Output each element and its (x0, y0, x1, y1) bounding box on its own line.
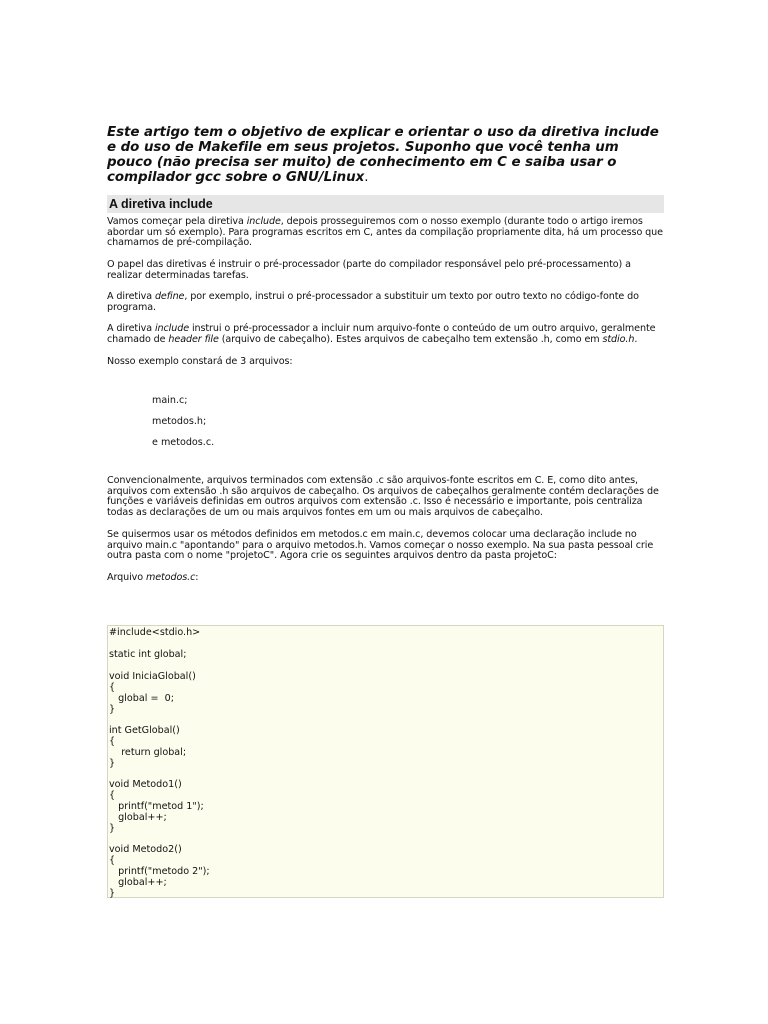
text: , depois prosseguiremos com o nosso exemplo (durante todo o artigo iremos abordar um só exemplo). Para programas escritos em C, antes da compilação propriamente dita, há um processo que chamamos de pré-compilação. (107, 216, 663, 248)
file-list-item: main.c; (152, 395, 188, 406)
code-line: static int global; (109, 649, 187, 660)
code-line: { (109, 855, 116, 866)
emphasis: header file (168, 333, 219, 345)
emphasis: stdio.h (602, 333, 635, 345)
code-line: void Metodo2() (109, 844, 182, 855)
code-line: void IniciaGlobal() (109, 671, 196, 682)
text: A diretiva (107, 323, 155, 334)
text: instrui o pré-processador a incluir num arquivo-fonte o conteúdo de um outro arquivo, geralmente chamado de (107, 323, 656, 345)
paragraph-include-intro (107, 217, 664, 249)
intro-paragraph (107, 125, 664, 185)
code-line: printf("metod 1"); (109, 801, 204, 812)
text: (arquivo de cabeçalho). Estes arquivos de cabeçalho tem extensão .h, como em (218, 333, 603, 345)
code-line: } (109, 704, 116, 715)
code-line: } (109, 823, 116, 834)
code-line: return global; (109, 747, 187, 758)
text: . (634, 333, 638, 345)
code-block (107, 625, 664, 898)
code-line: global = 0; (109, 693, 174, 704)
text: , por exemplo, instrui o pré-processador a substituir um texto por outro texto no código-fonte do programa. (107, 291, 639, 313)
code-line: { (109, 682, 116, 693)
text: Arquivo (107, 572, 146, 583)
code-line: printf("metodo 2"); (109, 866, 210, 877)
intro-tail: . (364, 170, 369, 185)
paragraph-file-caption (107, 573, 664, 584)
code-line: global++; (109, 812, 167, 823)
paragraph-instructions: Se quisermos usar os métodos definidos em metodos.c em main.c, devemos colocar uma declaração include no arquivo main.c "apontando" para o arquivo metodos.h. Vamos começar o nosso exemplo. Na sua pasta pessoal crie outra pasta com o nome "projetoC". Agora crie os seguintes arquivos dentro da pasta projetoC: (107, 529, 654, 561)
text: : (195, 572, 199, 583)
text: A diretiva (107, 291, 155, 302)
emphasis: include (246, 216, 281, 227)
intro-text: Este artigo tem o objetivo de explicar e orientar o uso da diretiva include e do uso de Makefile em seus projetos. Suponho que você tenha um pouco (não precisa ser muito) de conhecimento em C e saiba usar o compilador gcc sobre o GNU/Linux (107, 125, 659, 185)
paragraph-directives-role: O papel das diretivas é instruir o pré-processador (parte do compilador responsável pelo pré-processamento) a realizar determinadas tarefas. (107, 259, 631, 281)
code-line: int GetGlobal() (109, 725, 180, 736)
paragraph-include-directive (107, 324, 664, 345)
code-line: #include<stdio.h> (109, 627, 201, 638)
section-heading: A diretiva include (107, 195, 664, 213)
code-line: global++; (109, 877, 167, 888)
emphasis: define (154, 291, 185, 302)
paragraph-conventions: Convencionalmente, arquivos terminados com extensão .c são arquivos-fonte escritos em C. E, como dito antes, arquivos com extensão .h são arquivos de cabeçalho. Os arquivos de cabeçalhos geralmente contém declarações de funções e variáveis definidas em outros arquivos com extensão .c. Isso é necessário e importante, pois centraliza todas as declarações de um ou mais arquivos fontes em um ou mais arquivos de cabeçalho. (107, 475, 659, 518)
paragraph-files-count: Nosso exemplo constará de 3 arquivos: (107, 356, 293, 367)
code-line: { (109, 790, 116, 801)
file-list-item: e metodos.c. (152, 437, 215, 448)
code-line: { (109, 736, 116, 747)
emphasis: metodos.c (145, 572, 196, 583)
paragraph-define (107, 292, 664, 313)
code-line: } (109, 888, 116, 899)
code-line: } (109, 758, 116, 769)
code-line: void Metodo1() (109, 779, 182, 790)
text: Vamos começar pela diretiva (107, 216, 247, 227)
emphasis: include (154, 323, 189, 334)
file-list-item: metodos.h; (152, 416, 207, 427)
